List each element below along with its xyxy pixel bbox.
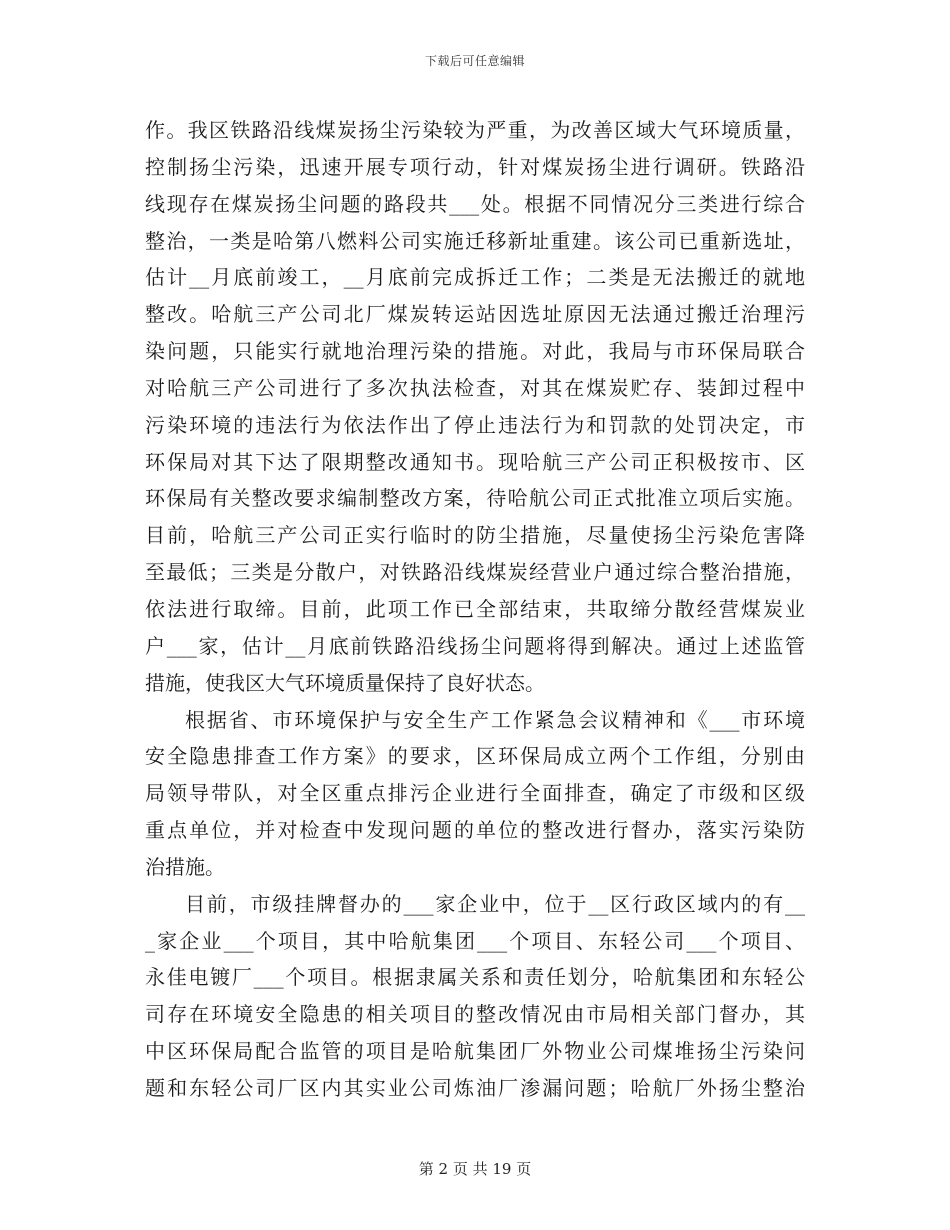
text-line: 永佳电镀厂___个项目。根据隶属关系和责任划分，哈航集团和东轻公 [145, 965, 805, 990]
text-line: 对哈航三产公司进行了多次执法检查，对其在煤炭贮存、装卸过程中 [145, 375, 805, 400]
page-header: 下载后可任意编辑 [424, 54, 525, 68]
text-line: 重点单位，并对检查中发现问题的单位的整改进行督办，落实污染防 [145, 818, 805, 843]
text-line: 整治，一类是哈第八燃料公司实施迁移新址重建。该公司已重新选址， [145, 228, 805, 253]
text-line: 污染环境的违法行为依法作出了停止违法行为和罚款的处罚决定，市 [145, 412, 805, 437]
text-line: 环保局有关整改要求编制整改方案，待哈航公司正式批准立项后实施。 [145, 486, 805, 511]
text-line: 局领导带队，对全区重点排污企业进行全面排查，确定了市级和区级 [145, 781, 805, 806]
text-line: 依法进行取缔。目前，此项工作已全部结束，共取缔分散经营煤炭业 [145, 596, 805, 621]
text-line: 安全隐患排查工作方案》的要求，区环保局成立两个工作组，分别由 [145, 744, 805, 769]
text-line: 题和东轻公司厂区内其实业公司炼油厂渗漏问题；哈航厂外扬尘整治 [145, 1075, 805, 1100]
paragraph-end-line: 措施，使我区大气环境质量保持了良好状态。 [145, 670, 545, 695]
text-line: 线现存在煤炭扬尘问题的路段共___处。根据不同情况分三类进行综合 [145, 191, 805, 216]
text-line: _家企业___个项目，其中哈航集团___个项目、东轻公司___个项目、 [145, 928, 805, 953]
text-line: 户___家，估计__月底前铁路沿线扬尘问题将得到解决。通过上述监管 [145, 633, 805, 658]
paragraph-start-line: 根据省、市环境保护与安全生产工作紧急会议精神和《___市环境 [185, 707, 805, 732]
paragraph-end-line: 治措施。 [145, 854, 225, 879]
text-line: 环保局对其下达了限期整改通知书。现哈航三产公司正积极按市、区 [145, 449, 805, 474]
text-line: 至最低；三类是分散户，对铁路沿线煤炭经营业户通过综合整治措施， [145, 560, 805, 585]
text-line: 整改。哈航三产公司北厂煤炭转运站因选址原因无法通过搬迁治理污 [145, 302, 805, 327]
text-line: 估计__月底前竣工，__月底前完成拆迁工作；二类是无法搬迁的就地 [145, 265, 805, 290]
text-line: 染问题，只能实行就地治理污染的措施。对此，我局与市环保局联合 [145, 339, 805, 364]
text-line: 控制扬尘污染，迅速开展专项行动，针对煤炭扬尘进行调研。铁路沿 [145, 154, 805, 179]
text-line: 作。我区铁路沿线煤炭扬尘污染较为严重，为改善区域大气环境质量， [145, 118, 805, 142]
text-line: 中区环保局配合监管的项目是哈航集团厂外物业公司煤堆扬尘污染问 [145, 1039, 805, 1064]
paragraph-start-line: 目前，市级挂牌督办的___家企业中，位于__区行政区域内的有__ [185, 891, 805, 916]
document-body [145, 112, 805, 1107]
page-number-footer: 第 2 页 共 19 页 [418, 1160, 532, 1178]
text-line: 目前，哈航三产公司正实行临时的防尘措施，尽量使扬尘污染危害降 [145, 523, 805, 548]
text-line: 司存在环境安全隐患的相关项目的整改情况由市局相关部门督办，其 [145, 1002, 805, 1027]
